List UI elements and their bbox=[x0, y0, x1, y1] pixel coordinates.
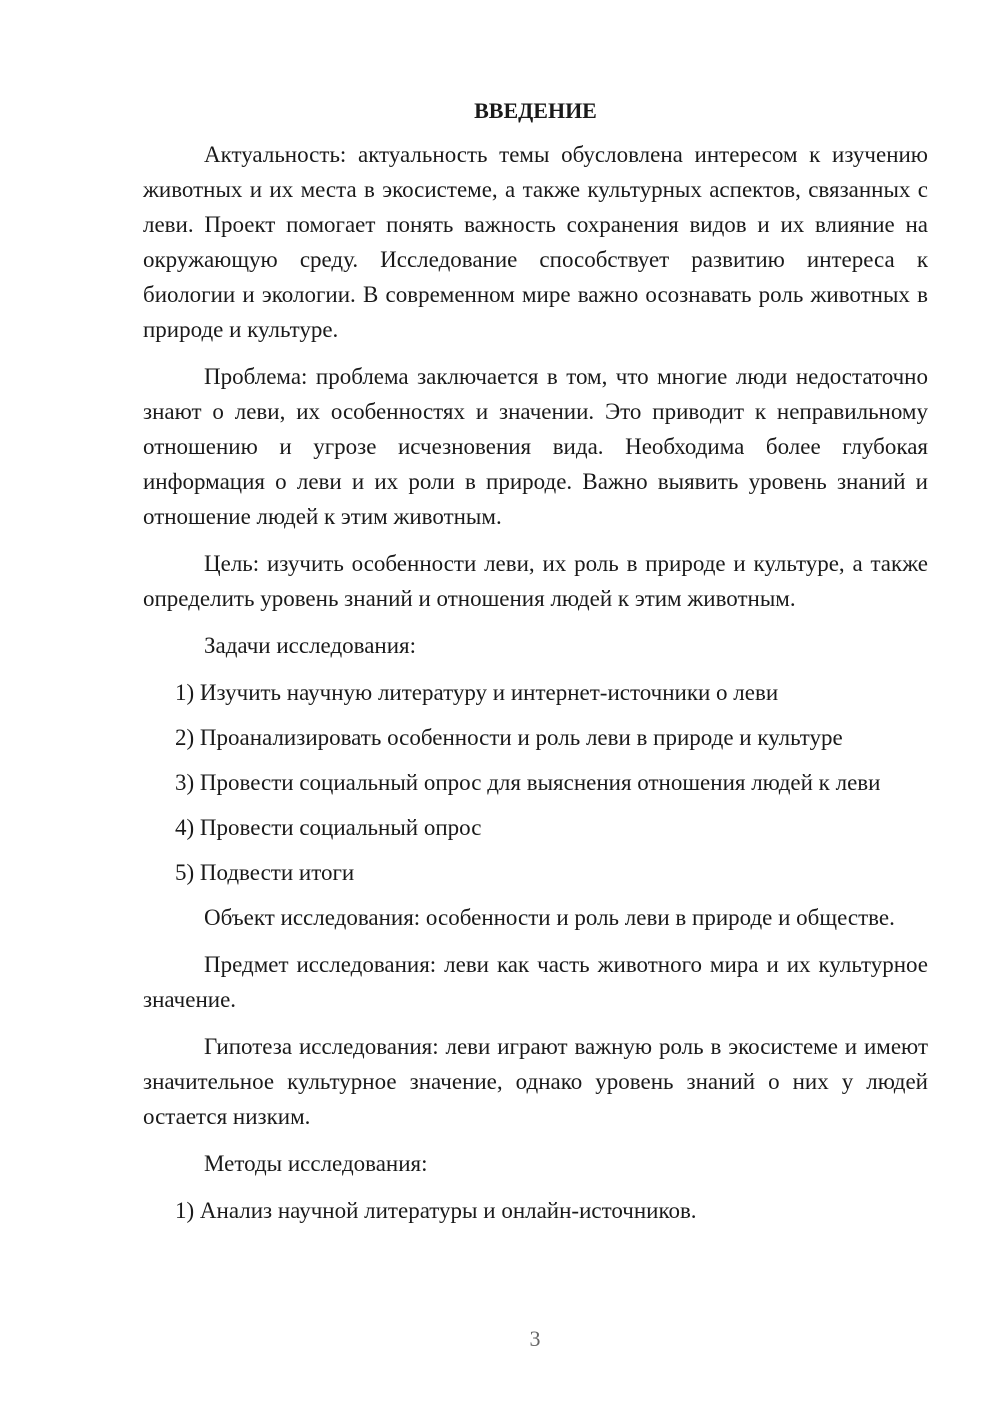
page-content bbox=[143, 94, 928, 1238]
methods-heading: Методы исследования: bbox=[204, 1151, 428, 1176]
hypothesis-paragraph: Гипотеза исследования: леви играют важную роль в экосистеме и имеют значительное культурное значение, однако уровень знаний о них у людей остается низким. bbox=[143, 1034, 928, 1129]
task-item-3: 3) Провести социальный опрос для выяснения отношения людей к леви bbox=[175, 770, 881, 795]
page-title: ВВЕДЕНИЕ bbox=[474, 98, 597, 123]
page-number: 3 bbox=[529, 1326, 541, 1351]
task-item-1: 1) Изучить научную литературу и интернет-источники о леви bbox=[175, 680, 779, 705]
relevance-paragraph: Актуальность: актуальность темы обусловлена интересом к изучению животных и их места в экосистеме, а также культурных аспектов, связанных с леви. Проект помогает понять важность сохранения видов и их влияние на окружающую среду. Исследование способствует развитию интереса к биологии и экологии. В современном мире важно осознавать роль животных в природе и культуре. bbox=[143, 142, 928, 342]
research-object-paragraph: Объект исследования: особенности и роль леви в природе и обществе. bbox=[204, 905, 895, 930]
tasks-heading: Задачи исследования: bbox=[204, 633, 417, 658]
task-item-2: 2) Проанализировать особенности и роль леви в природе и культуре bbox=[175, 725, 843, 750]
problem-paragraph: Проблема: проблема заключается в том, что многие люди недостаточно знают о леви, их особенностях и значении. Это приводит к неправильному отношению и угрозе исчезновения вида. Необходима более глубокая информация о леви и их роли в природе. Важно выявить уровень знаний и отношение людей к этим животным. bbox=[143, 364, 928, 529]
goal-paragraph: Цель: изучить особенности леви, их роль в природе и культуре, а также определить уровень знаний и отношения людей к этим животным. bbox=[143, 551, 928, 611]
task-item-5: 5) Подвести итоги bbox=[175, 860, 355, 885]
research-subject-paragraph: Предмет исследования: леви как часть животного мира и их культурное значение. bbox=[143, 952, 928, 1012]
method-item-1: 1) Анализ научной литературы и онлайн-источников. bbox=[175, 1198, 697, 1223]
task-item-4: 4) Провести социальный опрос bbox=[175, 815, 482, 840]
